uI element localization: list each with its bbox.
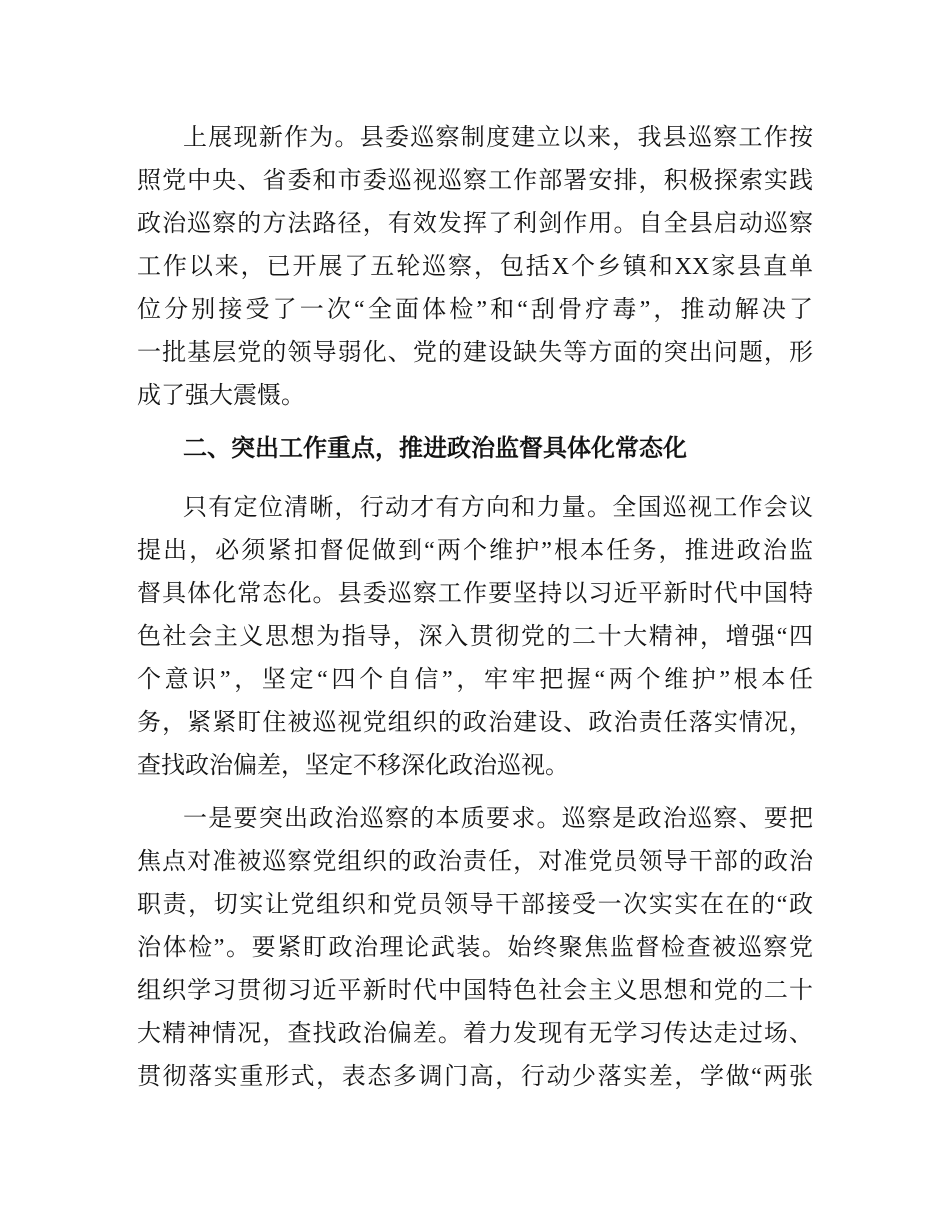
paragraph-line: 上展现新作为。县委巡察制度建立以来，我县巡察工作按 <box>183 125 813 151</box>
paragraph-line: 治体检”。要紧盯政治理论武装。始终聚焦监督检查被巡察党 <box>137 935 813 961</box>
paragraph-line: 一是要突出政治巡察的本质要求。巡察是政治巡察、要把 <box>183 806 813 832</box>
paragraph-line: 照党中央、省委和市委巡视巡察工作部署安排，积极探索实践 <box>137 168 813 194</box>
paragraph-line: 成了强大震慑。 <box>137 383 305 409</box>
paragraph-line: 色社会主义思想为指导，深入贯彻党的二十大精神，增强“四 <box>137 624 813 650</box>
paragraph <box>137 117 813 418</box>
paragraph-line: 贯彻落实重形式，表态多调门高，行动少落实差，学做“两张 <box>137 1064 813 1090</box>
document-body <box>137 117 813 1099</box>
paragraph-line: 督具体化常态化。县委巡察工作要坚持以习近平新时代中国特 <box>137 581 813 607</box>
paragraph-line: 务，紧紧盯住被巡视党组织的政治建设、政治责任落实情况， <box>137 710 813 736</box>
paragraph-line: 职责，切实让党组织和党员领导干部接受一次实实在在的“政 <box>137 892 813 918</box>
section-heading <box>137 428 813 471</box>
paragraph-line: 位分别接受了一次“全面体检”和“刮骨疗毒”，推动解决了 <box>137 297 813 323</box>
paragraph-line: 一批基层党的领导弱化、党的建设缺失等方面的突出问题，形 <box>137 340 813 366</box>
paragraph <box>137 798 813 1099</box>
paragraph-line: 查找政治偏差，坚定不移深化政治巡视。 <box>137 753 569 779</box>
paragraph-line: 焦点对准被巡察党组织的政治责任，对准党员领导干部的政治 <box>137 849 813 875</box>
paragraph-line: 个意识”，坚定“四个自信”，牢牢把握“两个维护”根本任 <box>137 667 813 693</box>
section-heading-text: 二、突出工作重点，推进政治监督具体化常态化 <box>183 436 687 462</box>
paragraph-line: 工作以来，已开展了五轮巡察，包括X个乡镇和XX家县直单 <box>137 254 813 280</box>
paragraph-line: 只有定位清晰，行动才有方向和力量。全国巡视工作会议 <box>183 495 813 521</box>
paragraph-line: 组织学习贯彻习近平新时代中国特色社会主义思想和党的二十 <box>137 978 813 1004</box>
paragraph-line: 提出，必须紧扣督促做到“两个维护”根本任务，推进政治监 <box>137 538 813 564</box>
paragraph <box>137 487 813 788</box>
paragraph-line: 政治巡察的方法路径，有效发挥了利剑作用。自全县启动巡察 <box>137 211 813 237</box>
paragraph-line: 大精神情况，查找政治偏差。着力发现有无学习传达走过场、 <box>137 1021 813 1047</box>
